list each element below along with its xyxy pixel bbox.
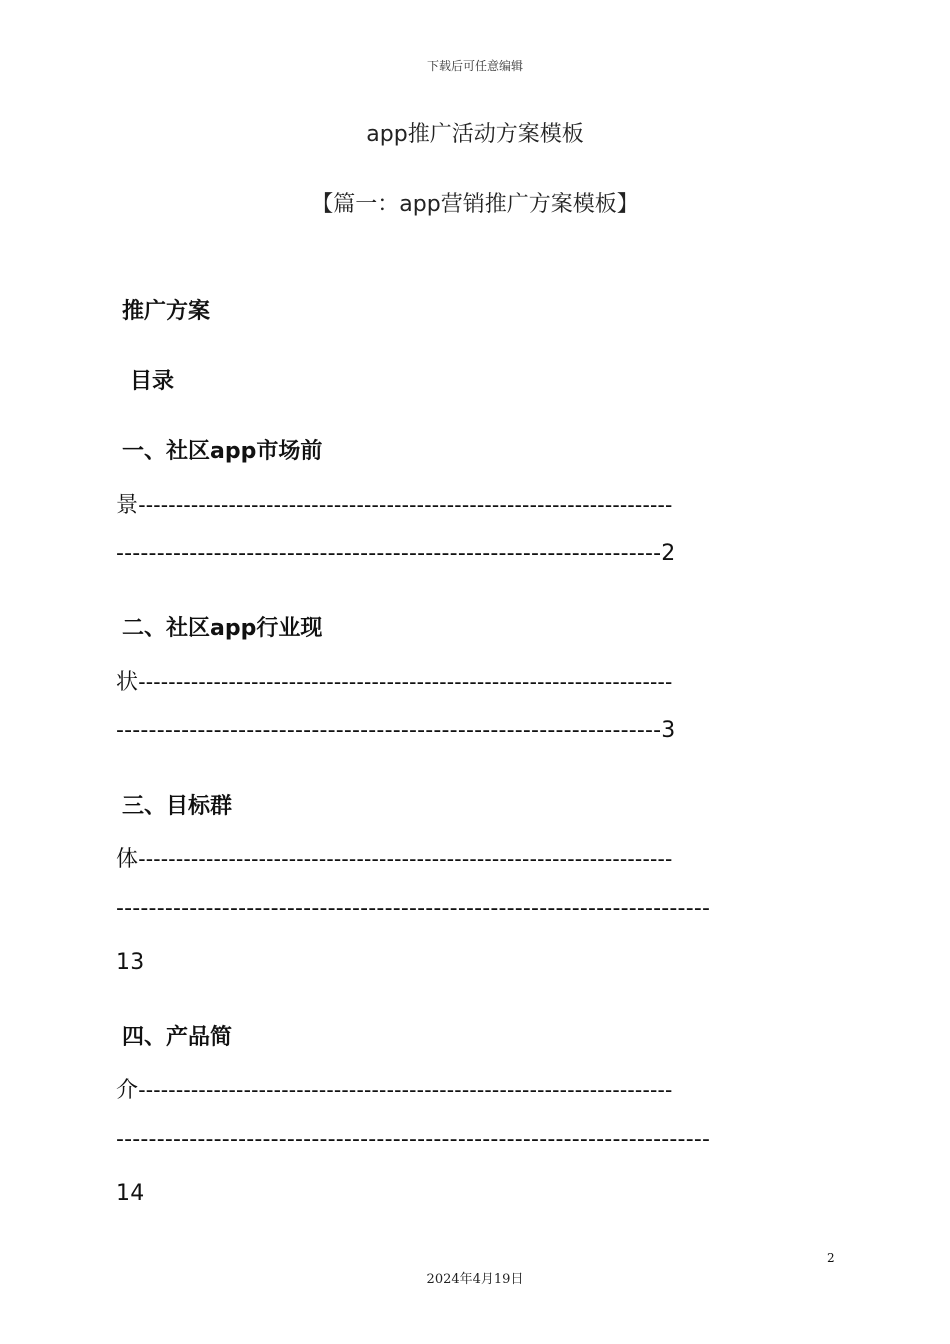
page-number: 2: [827, 1251, 835, 1265]
toc-entry-4-line-1: [116, 1073, 836, 1104]
toc-entry-3-line-1: [116, 842, 836, 873]
page-header: 下载后可任意编辑: [426, 59, 523, 73]
toc-entry-4-dashes: -----------------------------------------------------------------------: [138, 1077, 673, 1102]
toc-entry-3-heading[interactable]: 三、目标群: [122, 794, 233, 819]
toc-entry-1-char: 景: [116, 493, 139, 518]
toc-heading: 目录: [130, 369, 175, 394]
toc-entry-1-heading[interactable]: 一、社区app市场前: [122, 439, 323, 464]
toc-entry-4-page: 14: [116, 1181, 145, 1206]
toc-entry-2-line-2: -------------------------------------------------------------------3: [116, 718, 676, 743]
toc-entry-2-line-1: [116, 665, 836, 696]
toc-entry-3-dashes: -----------------------------------------------------------------------: [138, 846, 673, 871]
toc-entry-1-line-1: [116, 488, 836, 519]
toc-entry-2-heading[interactable]: 二、社区app行业现: [122, 616, 323, 641]
toc-entry-3-line-2: -------------------------------------------------------------------------: [116, 896, 711, 921]
page-footer-date: 2024年4月19日: [426, 1272, 524, 1287]
toc-entry-4-heading[interactable]: 四、产品简: [122, 1025, 233, 1050]
toc-entry-3-char: 体: [116, 847, 139, 872]
toc-entry-4-line-2: -------------------------------------------------------------------------: [116, 1127, 711, 1152]
document-subtitle: 【篇一：app营销推广方案模板】: [311, 192, 639, 217]
toc-entry-4-char: 介: [116, 1078, 139, 1103]
toc-entry-2-dashes: -----------------------------------------------------------------------: [138, 669, 673, 694]
toc-entry-1-line-2: -------------------------------------------------------------------2: [116, 541, 676, 566]
toc-entry-1-dashes: -----------------------------------------------------------------------: [138, 492, 673, 517]
document-title: app推广活动方案模板: [366, 122, 584, 147]
section-heading: 推广方案: [122, 299, 211, 324]
toc-entry-2-char: 状: [116, 670, 139, 695]
toc-entry-3-page: 13: [116, 950, 145, 975]
